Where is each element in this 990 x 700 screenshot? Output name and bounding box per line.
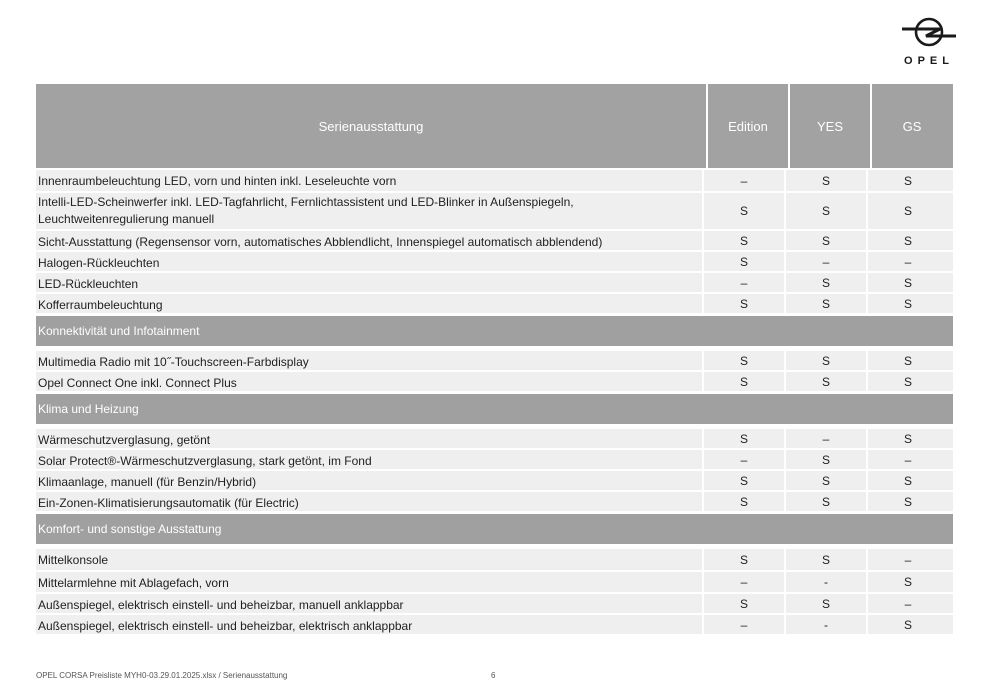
value-gs: – xyxy=(866,252,948,271)
value-edition: S xyxy=(702,429,784,448)
value-gs: S xyxy=(866,572,948,592)
value-edition: S xyxy=(702,594,784,613)
value-yes: S xyxy=(784,231,866,250)
opel-wordmark: OPEL xyxy=(904,55,954,67)
value-edition: S xyxy=(702,351,784,370)
table-row xyxy=(36,592,953,613)
table-row xyxy=(36,570,953,592)
header-gs: GS xyxy=(870,84,952,168)
opel-blitz-icon xyxy=(900,16,958,52)
value-yes: S xyxy=(784,372,866,391)
value-gs: S xyxy=(866,294,948,313)
value-gs: S xyxy=(866,231,948,250)
section-header-infotainment: Konnektivität und Infotainment xyxy=(36,313,953,349)
row-label: Opel Connect One inkl. Connect Plus xyxy=(38,376,237,390)
row-label: Wärmeschutzverglasung, getönt xyxy=(38,433,211,447)
header-yes: YES xyxy=(788,84,870,168)
value-yes: - xyxy=(784,572,866,592)
value-yes: S xyxy=(784,273,866,292)
value-edition: – xyxy=(702,450,784,469)
value-edition: – xyxy=(702,273,784,292)
value-yes: S xyxy=(784,170,866,191)
table-row xyxy=(36,490,953,511)
value-gs: S xyxy=(866,429,948,448)
table-header xyxy=(36,84,953,168)
value-edition: S xyxy=(702,193,784,229)
row-label: Sicht-Ausstattung (Regensensor vorn, automatisches Abblendlicht, Innenspiegel automatisch abblendend) xyxy=(38,235,603,249)
value-edition: S xyxy=(702,294,784,313)
value-yes: S xyxy=(784,193,866,229)
row-label: Multimedia Radio mit 10˝-Touchscreen-Farbdisplay xyxy=(38,355,309,369)
section-header-komfort: Komfort- und sonstige Ausstattung xyxy=(36,511,953,547)
value-gs: S xyxy=(866,273,948,292)
value-edition: – xyxy=(702,615,784,634)
value-edition: S xyxy=(702,549,784,570)
value-yes: S xyxy=(784,294,866,313)
value-edition: – xyxy=(702,170,784,191)
table-row xyxy=(36,547,953,570)
table-row xyxy=(36,448,953,469)
table-row xyxy=(36,191,953,229)
value-edition: – xyxy=(702,572,784,592)
value-yes: S xyxy=(784,492,866,511)
value-gs: S xyxy=(866,351,948,370)
value-gs: S xyxy=(866,492,948,511)
row-label: Klimaanlage, manuell (für Benzin/Hybrid) xyxy=(38,475,257,489)
row-label: Kofferraumbeleuchtung xyxy=(38,298,163,312)
table-row xyxy=(36,271,953,292)
table-row xyxy=(36,427,953,448)
value-gs: S xyxy=(866,170,948,191)
value-gs: S xyxy=(866,372,948,391)
footer-document-name: OPEL CORSA Preisliste MYH0-03.29.01.2025.xlsx / Serienausstattung xyxy=(36,671,288,680)
table-row xyxy=(36,292,953,313)
value-yes: S xyxy=(784,594,866,613)
row-label: Außenspiegel, elektrisch einstell- und beheizbar, elektrisch anklappbar xyxy=(38,619,413,633)
row-label: Solar Protect®-Wärmeschutzverglasung, stark getönt, im Fond xyxy=(38,454,372,468)
row-label: Mittelkonsole xyxy=(38,553,109,567)
value-yes: S xyxy=(784,471,866,490)
header-edition: Edition xyxy=(706,84,788,168)
row-label: Innenraumbeleuchtung LED, vorn und hinten inkl. Leseleuchte vorn xyxy=(38,174,397,188)
value-gs: S xyxy=(866,193,948,229)
value-edition: S xyxy=(702,252,784,271)
value-gs: – xyxy=(866,450,948,469)
value-edition: S xyxy=(702,492,784,511)
value-yes: S xyxy=(784,450,866,469)
row-label: Halogen-Rückleuchten xyxy=(38,256,160,270)
row-label: Intelli-LED-Scheinwerfer inkl. LED-Tagfahrlicht, Fernlichtassistent und LED-Blinker in Außenspiegeln, Leuchtweitenregulierung manuell xyxy=(38,195,574,226)
equipment-table xyxy=(36,84,953,634)
value-gs: S xyxy=(866,471,948,490)
table-row xyxy=(36,613,953,634)
value-edition: S xyxy=(702,231,784,250)
section-header-klima: Klima und Heizung xyxy=(36,391,953,427)
page-number: 6 xyxy=(491,671,496,680)
header-feature: Serienausstattung xyxy=(318,118,424,134)
table-row xyxy=(36,469,953,490)
value-gs: – xyxy=(866,549,948,570)
row-label: Ein-Zonen-Klimatisierungsautomatik (für Electric) xyxy=(38,496,299,510)
value-yes: S xyxy=(784,549,866,570)
table-row xyxy=(36,168,953,191)
value-gs: S xyxy=(866,615,948,634)
row-label: Mittelarmlehne mit Ablagefach, vorn xyxy=(38,576,229,590)
value-gs: – xyxy=(866,594,948,613)
table-row xyxy=(36,349,953,370)
table-row xyxy=(36,229,953,250)
value-yes: – xyxy=(784,429,866,448)
value-yes: - xyxy=(784,615,866,634)
value-yes: S xyxy=(784,351,866,370)
table-row xyxy=(36,370,953,391)
opel-logo xyxy=(896,16,962,70)
value-yes: – xyxy=(784,252,866,271)
value-edition: S xyxy=(702,372,784,391)
table-row xyxy=(36,250,953,271)
row-label: LED-Rückleuchten xyxy=(38,277,139,291)
row-label: Außenspiegel, elektrisch einstell- und beheizbar, manuell anklappbar xyxy=(38,598,404,612)
value-edition: S xyxy=(702,471,784,490)
